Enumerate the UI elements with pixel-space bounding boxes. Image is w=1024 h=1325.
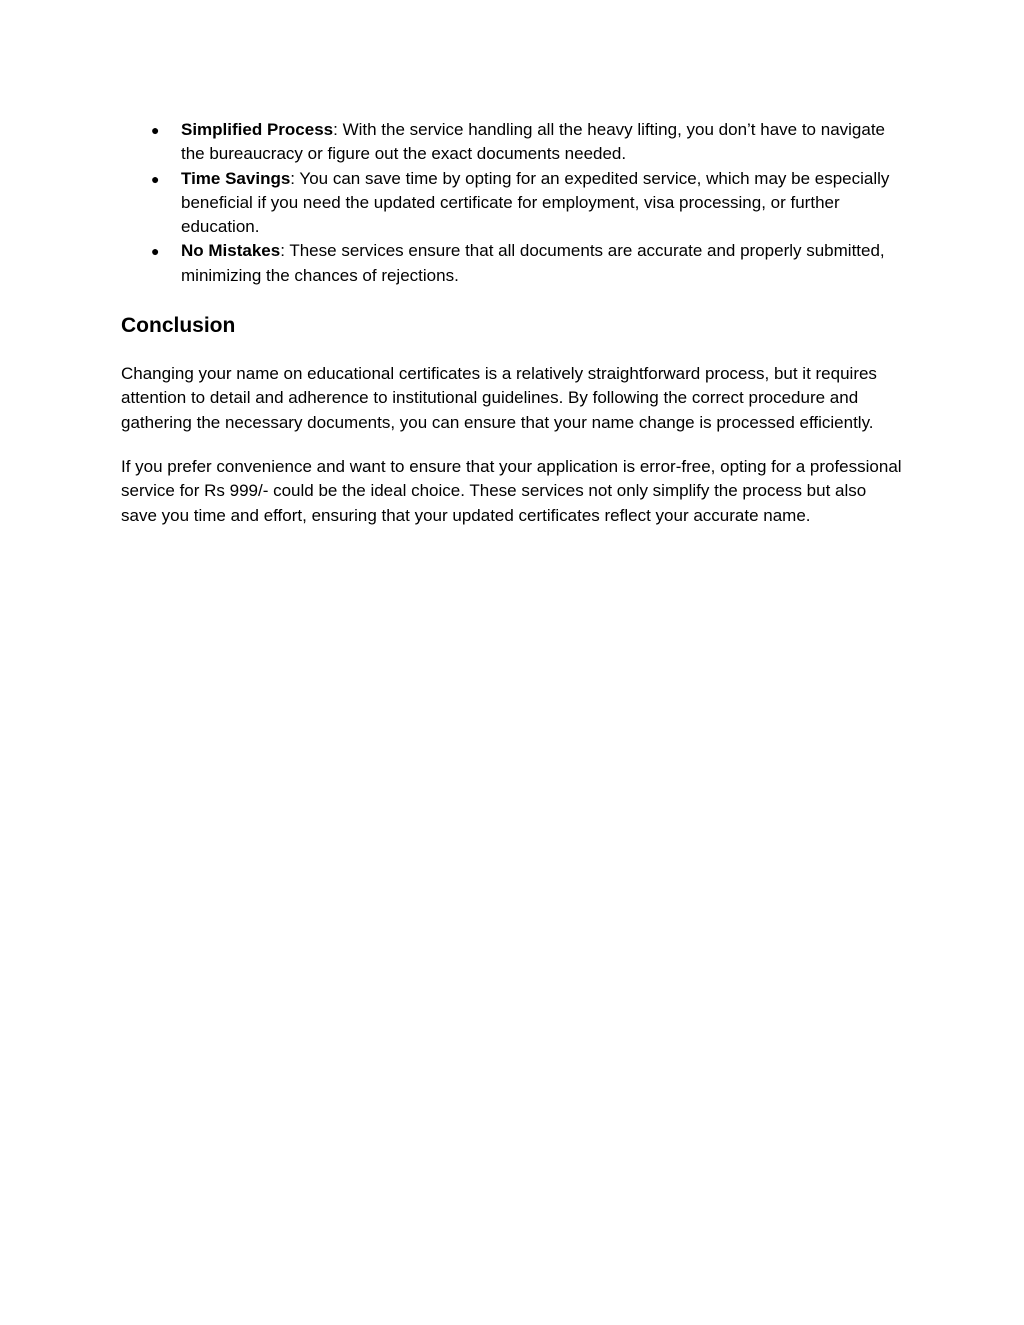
bullet-icon: ● xyxy=(151,243,160,260)
benefits-list xyxy=(121,118,902,288)
bullet-term: Time Savings xyxy=(181,168,291,188)
bullet-text: : These services ensure that all documents are accurate and properly submitted, minimizing the chances of rejections. xyxy=(181,241,885,285)
list-item xyxy=(121,167,902,240)
bullet-text: : You can save time by opting for an expedited service, which may be especially beneficial if you need the updated certificate for employment, visa processing, or further education. xyxy=(181,168,890,237)
bullet-term: No Mistakes xyxy=(181,241,281,261)
conclusion-paragraph-2: If you prefer convenience and want to ensure that your application is error-free, opting for a professional service for Rs 999/- could be the ideal choice. These services not only simplify the process but also save you time and effort, ensuring that your updated certificates reflect your accurate name. xyxy=(121,456,902,525)
list-item xyxy=(121,118,902,167)
list-item xyxy=(121,239,902,288)
bullet-text: : With the service handling all the heavy lifting, you don’t have to navigate the bureaucracy or figure out the exact documents needed. xyxy=(181,120,886,164)
conclusion-heading: Conclusion xyxy=(121,314,236,338)
conclusion-paragraph-1: Changing your name on educational certificates is a relatively straightforward process, but it requires attention to detail and adherence to institutional guidelines. By following the correct procedure and gathering the necessary documents, you can ensure that your name change is processed efficiently. xyxy=(121,364,877,432)
bullet-icon: ● xyxy=(151,170,160,187)
bullet-icon: ● xyxy=(151,122,160,138)
bullet-term: Simplified Process xyxy=(181,120,334,139)
